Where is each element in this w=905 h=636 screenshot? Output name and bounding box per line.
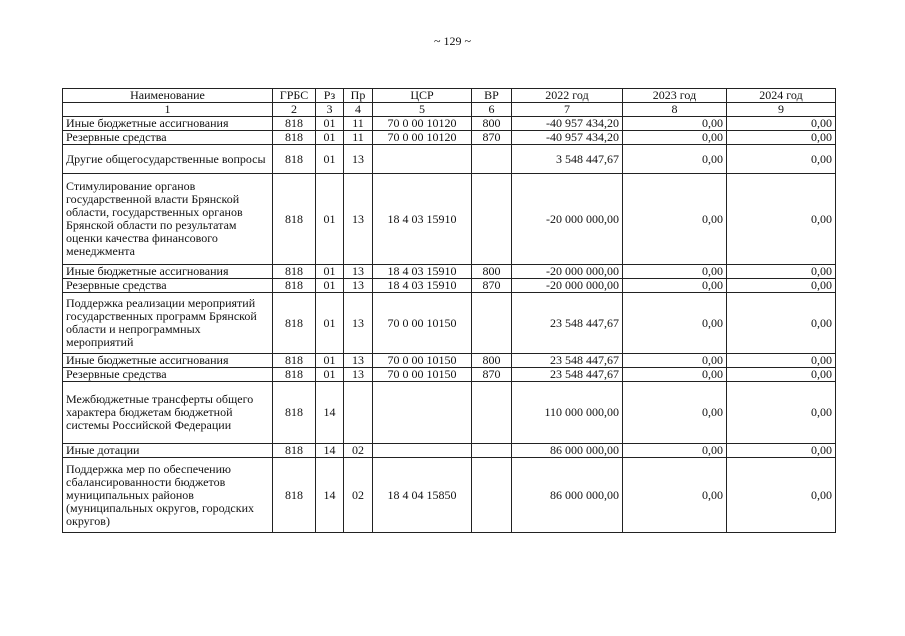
row-csr-cell: [373, 444, 472, 458]
row-name-cell: Резервные средства: [63, 368, 273, 382]
row-2024-cell: 0,00: [727, 265, 836, 279]
row-vr-cell: 800: [472, 117, 512, 131]
table-row: [63, 382, 836, 444]
row-name-cell: Межбюджетные трансферты общего характера бюджетам бюджетной системы Российской Федерации: [63, 382, 273, 444]
row-2022-cell: 86 000 000,00: [512, 444, 623, 458]
row-name-cell: Стимулирование органов государственной власти Брянской области, государственных органов Брянской области по результатам оценки качества финансового менеджмента: [63, 174, 273, 265]
table-row: [63, 117, 836, 131]
header-grbs: ГРБС: [273, 89, 316, 103]
row-2023-cell: 0,00: [623, 174, 727, 265]
row-2022-cell: 23 548 447,67: [512, 368, 623, 382]
column-number: 7: [512, 103, 623, 117]
header-rz: Рз: [316, 89, 344, 103]
row-pr-cell: 02: [344, 444, 373, 458]
row-2023-cell: 0,00: [623, 117, 727, 131]
row-pr-cell: 13: [344, 279, 373, 293]
row-csr-cell: 70 0 00 10120: [373, 131, 472, 145]
row-2023-cell: 0,00: [623, 444, 727, 458]
row-csr-cell: 18 4 04 15850: [373, 458, 472, 533]
row-2023-cell: 0,00: [623, 382, 727, 444]
row-vr-cell: 870: [472, 368, 512, 382]
row-csr-cell: 70 0 00 10150: [373, 368, 472, 382]
column-number: 4: [344, 103, 373, 117]
row-2024-cell: 0,00: [727, 279, 836, 293]
row-grbs-cell: 818: [273, 265, 316, 279]
row-2022-cell: 23 548 447,67: [512, 354, 623, 368]
row-csr-cell: 18 4 03 15910: [373, 265, 472, 279]
row-pr-cell: 13: [344, 368, 373, 382]
column-number: 9: [727, 103, 836, 117]
row-grbs-cell: 818: [273, 293, 316, 354]
row-2022-cell: -40 957 434,20: [512, 131, 623, 145]
row-name-cell: Резервные средства: [63, 279, 273, 293]
row-rz-cell: 01: [316, 354, 344, 368]
row-vr-cell: [472, 174, 512, 265]
row-pr-cell: 11: [344, 131, 373, 145]
table-row: [63, 131, 836, 145]
row-grbs-cell: 818: [273, 368, 316, 382]
row-name-cell: Поддержка мер по обеспечению сбалансированности бюджетов муниципальных районов (муниципальных округов, городских округов): [63, 458, 273, 533]
row-2022-cell: -20 000 000,00: [512, 265, 623, 279]
row-vr-cell: [472, 444, 512, 458]
row-csr-cell: [373, 382, 472, 444]
header-name: Наименование: [63, 89, 273, 103]
header-pr: Пр: [344, 89, 373, 103]
row-2023-cell: 0,00: [623, 279, 727, 293]
row-2024-cell: 0,00: [727, 458, 836, 533]
row-vr-cell: 870: [472, 131, 512, 145]
budget-table: [62, 88, 836, 533]
row-rz-cell: 01: [316, 293, 344, 354]
row-grbs-cell: 818: [273, 458, 316, 533]
row-name-cell: Иные бюджетные ассигнования: [63, 265, 273, 279]
row-rz-cell: 01: [316, 265, 344, 279]
row-csr-cell: 18 4 03 15910: [373, 279, 472, 293]
row-csr-cell: 70 0 00 10120: [373, 117, 472, 131]
column-number: 5: [373, 103, 472, 117]
row-2023-cell: 0,00: [623, 265, 727, 279]
row-rz-cell: 01: [316, 368, 344, 382]
row-2023-cell: 0,00: [623, 293, 727, 354]
row-2024-cell: 0,00: [727, 444, 836, 458]
row-rz-cell: 14: [316, 444, 344, 458]
row-name-cell: Иные бюджетные ассигнования: [63, 117, 273, 131]
row-rz-cell: 01: [316, 145, 344, 174]
row-2023-cell: 0,00: [623, 354, 727, 368]
row-pr-cell: 13: [344, 145, 373, 174]
row-2022-cell: -20 000 000,00: [512, 279, 623, 293]
row-2024-cell: 0,00: [727, 354, 836, 368]
row-rz-cell: 14: [316, 382, 344, 444]
row-csr-cell: 18 4 03 15910: [373, 174, 472, 265]
header-csr: ЦСР: [373, 89, 472, 103]
row-2024-cell: 0,00: [727, 145, 836, 174]
header-2024: 2024 год: [727, 89, 836, 103]
row-2023-cell: 0,00: [623, 458, 727, 533]
row-pr-cell: 13: [344, 174, 373, 265]
header-2022: 2022 год: [512, 89, 623, 103]
row-2024-cell: 0,00: [727, 131, 836, 145]
row-vr-cell: 800: [472, 354, 512, 368]
row-rz-cell: 01: [316, 131, 344, 145]
table-row: [63, 265, 836, 279]
table-row: [63, 293, 836, 354]
row-vr-cell: [472, 293, 512, 354]
header-vr: ВР: [472, 89, 512, 103]
header-2023: 2023 год: [623, 89, 727, 103]
column-number: 8: [623, 103, 727, 117]
table-row: [63, 354, 836, 368]
row-name-cell: Иные бюджетные ассигнования: [63, 354, 273, 368]
row-vr-cell: 870: [472, 279, 512, 293]
row-pr-cell: 13: [344, 354, 373, 368]
row-grbs-cell: 818: [273, 444, 316, 458]
row-2024-cell: 0,00: [727, 368, 836, 382]
column-number: 2: [273, 103, 316, 117]
table-row: [63, 368, 836, 382]
row-grbs-cell: 818: [273, 279, 316, 293]
row-grbs-cell: 818: [273, 117, 316, 131]
row-grbs-cell: 818: [273, 174, 316, 265]
table-row: [63, 145, 836, 174]
row-pr-cell: 13: [344, 293, 373, 354]
column-number: 1: [63, 103, 273, 117]
row-2024-cell: 0,00: [727, 382, 836, 444]
row-rz-cell: 14: [316, 458, 344, 533]
table-row: [63, 458, 836, 533]
column-number: 3: [316, 103, 344, 117]
row-name-cell: Другие общегосударственные вопросы: [63, 145, 273, 174]
row-vr-cell: [472, 382, 512, 444]
row-csr-cell: 70 0 00 10150: [373, 293, 472, 354]
row-2024-cell: 0,00: [727, 174, 836, 265]
row-2024-cell: 0,00: [727, 117, 836, 131]
page-number: ~ 129 ~: [434, 34, 471, 48]
row-csr-cell: 70 0 00 10150: [373, 354, 472, 368]
row-pr-cell: 13: [344, 265, 373, 279]
row-grbs-cell: 818: [273, 354, 316, 368]
row-name-cell: Иные дотации: [63, 444, 273, 458]
row-2022-cell: 86 000 000,00: [512, 458, 623, 533]
row-pr-cell: 02: [344, 458, 373, 533]
table-row: [63, 174, 836, 265]
row-grbs-cell: 818: [273, 145, 316, 174]
table-row: [63, 444, 836, 458]
row-2023-cell: 0,00: [623, 131, 727, 145]
row-2024-cell: 0,00: [727, 293, 836, 354]
row-rz-cell: 01: [316, 117, 344, 131]
row-2022-cell: -20 000 000,00: [512, 174, 623, 265]
row-name-cell: Резервные средства: [63, 131, 273, 145]
row-grbs-cell: 818: [273, 131, 316, 145]
row-2023-cell: 0,00: [623, 145, 727, 174]
row-grbs-cell: 818: [273, 382, 316, 444]
row-pr-cell: [344, 382, 373, 444]
row-2022-cell: 23 548 447,67: [512, 293, 623, 354]
row-2022-cell: 3 548 447,67: [512, 145, 623, 174]
row-2022-cell: 110 000 000,00: [512, 382, 623, 444]
row-name-cell: Поддержка реализации мероприятий государственных программ Брянской области и непрограммных мероприятий: [63, 293, 273, 354]
row-2023-cell: 0,00: [623, 368, 727, 382]
table-row: [63, 279, 836, 293]
column-number-row: [63, 103, 836, 117]
row-vr-cell: [472, 458, 512, 533]
row-vr-cell: 800: [472, 265, 512, 279]
row-pr-cell: 11: [344, 117, 373, 131]
row-2022-cell: -40 957 434,20: [512, 117, 623, 131]
row-rz-cell: 01: [316, 279, 344, 293]
header-row: [63, 89, 836, 103]
column-number: 6: [472, 103, 512, 117]
row-vr-cell: [472, 145, 512, 174]
row-rz-cell: 01: [316, 174, 344, 265]
row-csr-cell: [373, 145, 472, 174]
